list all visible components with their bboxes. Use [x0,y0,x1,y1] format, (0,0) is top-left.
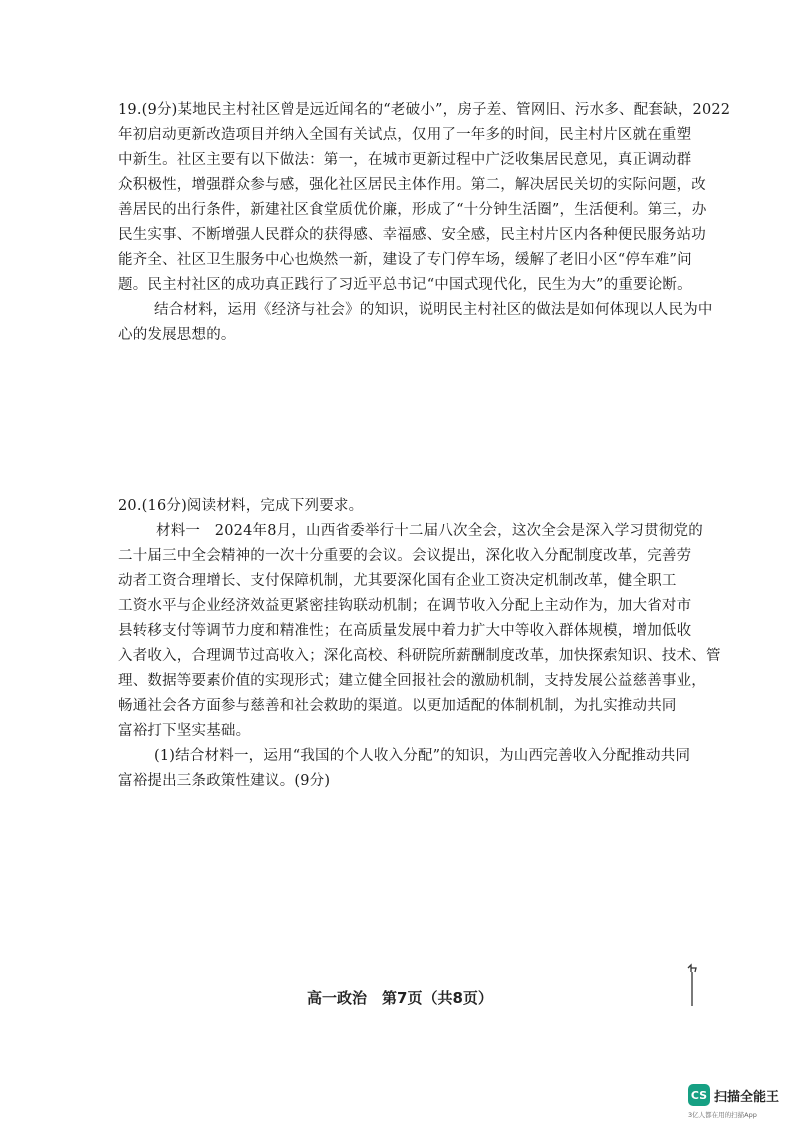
material-1-line: 县转移支付等调节力度和精准性；在高质量发展中着力扩大中等收入群体规模，增加低收 [118,623,692,639]
material-1-line: 理、数据等要素价值的实现形式；建立健全回报社会的激励机制，支持发展公益慈善事业， [118,673,706,689]
pen-mark-icon [685,962,699,1010]
material-1-line: 畅通社会各方面参与慈善和社会救助的渠道。以更加适配的体制机制，为扎实推动共同 [118,698,677,714]
camscanner-logo-icon: CS [688,1084,710,1106]
q19-prompt: 结合材料，运用《经济与社会》的知识，说明民主村社区的做法是如何体现以人民为中 [154,302,713,318]
sub-question-1-cont: 富裕提出三条政策性建议。(9分) [118,773,331,789]
material-1-line: 二十届三中全会精神的一次十分重要的会议。会议提出，深化收入分配制度改革，完善劳 [118,548,692,564]
q19-line: 善居民的出行条件，新建社区食堂质优价廉，形成了“十分钟生活圈”，生活便利。第三，办 [118,202,707,218]
q19-prompt-cont: 心的发展思想的。 [118,327,236,343]
q19-line: 民生实事、不断增强人民群众的获得感、幸福感、安全感，民主村片区内各种便民服务站功 [118,227,706,243]
q19-line: 能齐全、社区卫生服务中心也焕然一新，建设了专门停车场，缓解了老旧小区“停车难”问 [118,252,692,268]
material-1-line: 动者工资合理增长、支付保障机制，尤其要深化国有企业工资决定机制改革，健全职工 [118,573,677,589]
material-1-line: 入者收入，合理调节过高收入；深化高校、科研院所薪酬制度改革，加快探索知识、技术、管 [118,648,721,664]
camscanner-watermark [688,1084,779,1106]
question-20 [118,494,721,794]
page-footer: 高一政治 第7页（共8页） [307,989,493,1007]
material-1-first-line: 材料一 2024年8月，山西省委举行十二届八次全会，这次全会是深入学习贯彻党的 [156,523,703,539]
camscanner-tagline: 3亿人都在用的扫描App [688,1111,757,1119]
q19-line: 众积极性，增强群众参与感，强化社区居民主体作用。第二，解决居民关切的实际问题，改 [118,177,706,193]
material-1-line: 工资水平与企业经济效益更紧密挂钩联动机制；在调节收入分配上主动作为，加大省对市 [118,598,692,614]
material-1-line: 富裕打下坚实基础。 [118,723,251,739]
q19-line: 题。民主村社区的成功真正践行了习近平总书记“中国式现代化，民生为大”的重要论断。 [118,277,692,293]
question-19 [118,98,731,348]
q19-line: 中新生。社区主要有以下做法：第一，在城市更新过程中广泛收集居民意见，真正调动群 [118,152,692,168]
sub-question-1: (1)结合材料一，运用“我国的个人收入分配”的知识，为山西完善收入分配推动共同 [154,748,691,764]
camscanner-name: 扫描全能王 [714,1089,780,1105]
q19-line: 19.(9分)某地民主村社区曾是远近闻名的“老破小”，房子差、管网旧、污水多、配套缺，2022 [118,102,731,118]
q20-header: 20.(16分)阅读材料，完成下列要求。 [118,498,364,514]
q19-line: 年初启动更新改造项目并纳入全国有关试点，仅用了一年多的时间，民主村片区就在重塑 [118,127,692,143]
